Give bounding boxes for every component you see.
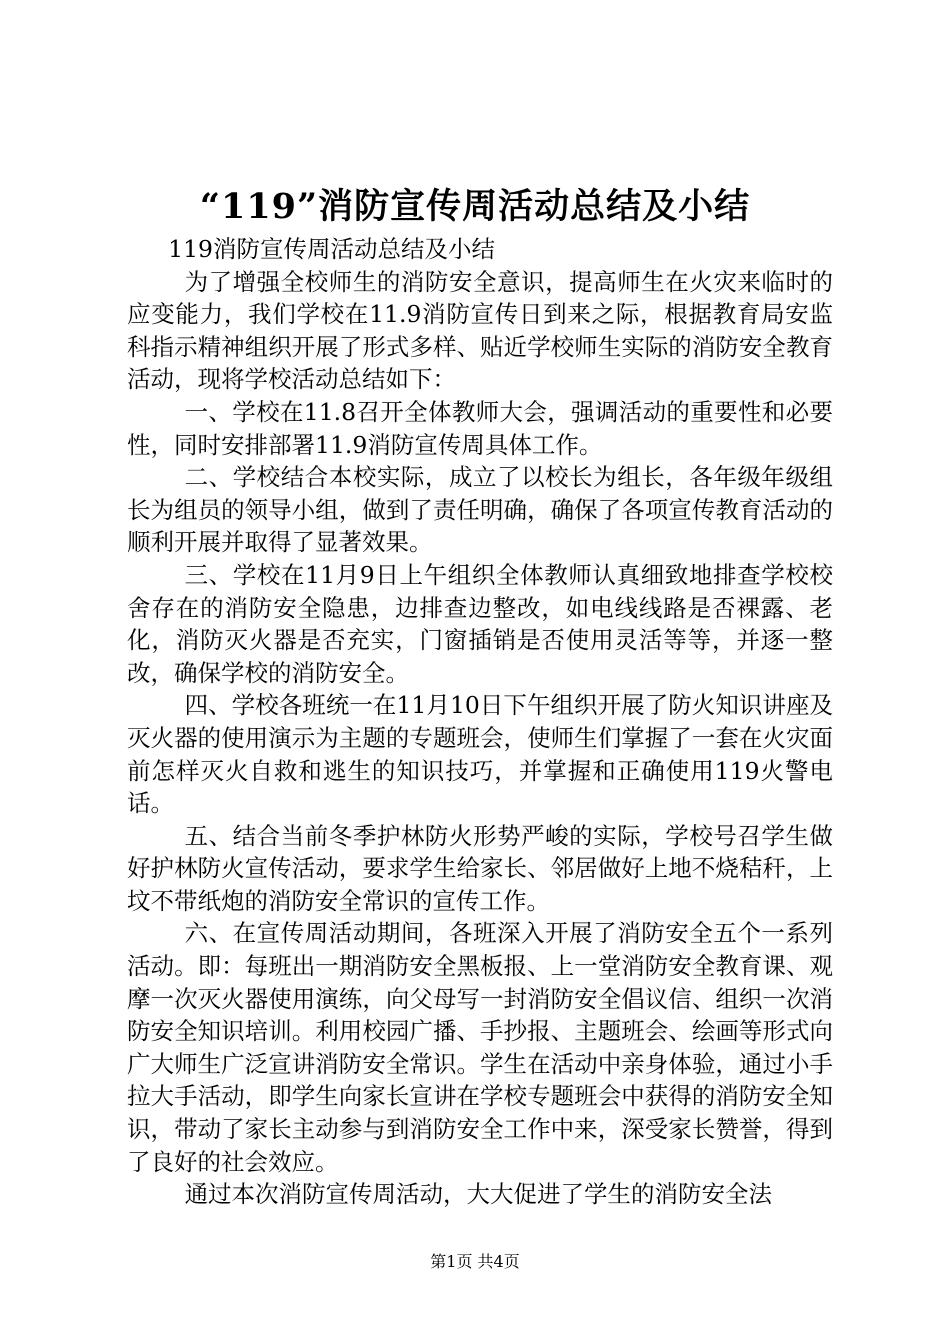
document-subtitle: 119消防宣传周活动总结及小结 <box>168 235 495 263</box>
paragraph-item-3: 三、学校在11月9日上午组织全体教师认真细致地排查学校校舍存在的消防安全隐患，边排查边整改，如电线线路是否裸露、老化，消防灭火器是否充实，门窗插销是否使用灵活等等，并逐一整改，确保学校的消防安全。 <box>127 560 833 687</box>
paragraph-item-4: 四、学校各班统一在11月10日下午组织开展了防火知识讲座及灭火器的使用演示为主题的专题班会，使师生们掌握了一套在火灾面前怎样灭火自救和逃生的知识技巧，并掌握和正确使用119火警电话。 <box>127 691 833 818</box>
paragraph-conclusion: 通过本次消防宣传周活动，大大促进了学生的消防安全法 <box>184 1180 773 1209</box>
paragraph-item-1: 一、学校在11.8召开全体教师大会，强调活动的重要性和必要性，同时安排部署11.9消防宣传周具体工作。 <box>127 397 833 459</box>
paragraph-item-2: 二、学校结合本校实际，成立了以校长为组长，各年级年级组长为组员的领导小组，做到了责任明确，确保了各项宣传教育活动的顺利开展并取得了显著效果。 <box>127 463 833 557</box>
document-title: “119”消防宣传周活动总结及小结 <box>199 186 751 227</box>
page-number-footer: 第1页 共4页 <box>430 1252 520 1271</box>
paragraph-item-6: 六、在宣传周活动期间，各班深入开展了消防安全五个一系列活动。即：每班出一期消防安全黑板报、上一堂消防安全教育课、观摩一次灭火器使用演练，向父母写一封消防安全倡议信、组织一次消防安全知识培训。利用校园广播、手抄报、主题班会、绘画等形式向广大师生广泛宣讲消防安全常识。学生在活动中亲身体验，通过小手拉大手活动，即学生向家长宣讲在学校专题班会中获得的消防安全知识，带动了家长主动参与到消防安全工作中来，深受家长赞誉，得到了良好的社会效应。 <box>127 919 833 1176</box>
paragraph-intro: 为了增强全校师生的消防安全意识，提高师生在火灾来临时的应变能力，我们学校在11.9消防宣传日到来之际，根据教育局安监科指示精神组织开展了形式多样、贴近学校师生实际的消防安全教育活动，现将学校活动总结如下： <box>127 267 833 394</box>
paragraph-item-5: 五、结合当前冬季护林防火形势严峻的实际，学校号召学生做好护林防火宣传活动，要求学生给家长、邻居做好上地不烧秸秆，上坟不带纸炮的消防安全常识的宣传工作。 <box>127 821 833 915</box>
document-body <box>127 233 833 1211</box>
